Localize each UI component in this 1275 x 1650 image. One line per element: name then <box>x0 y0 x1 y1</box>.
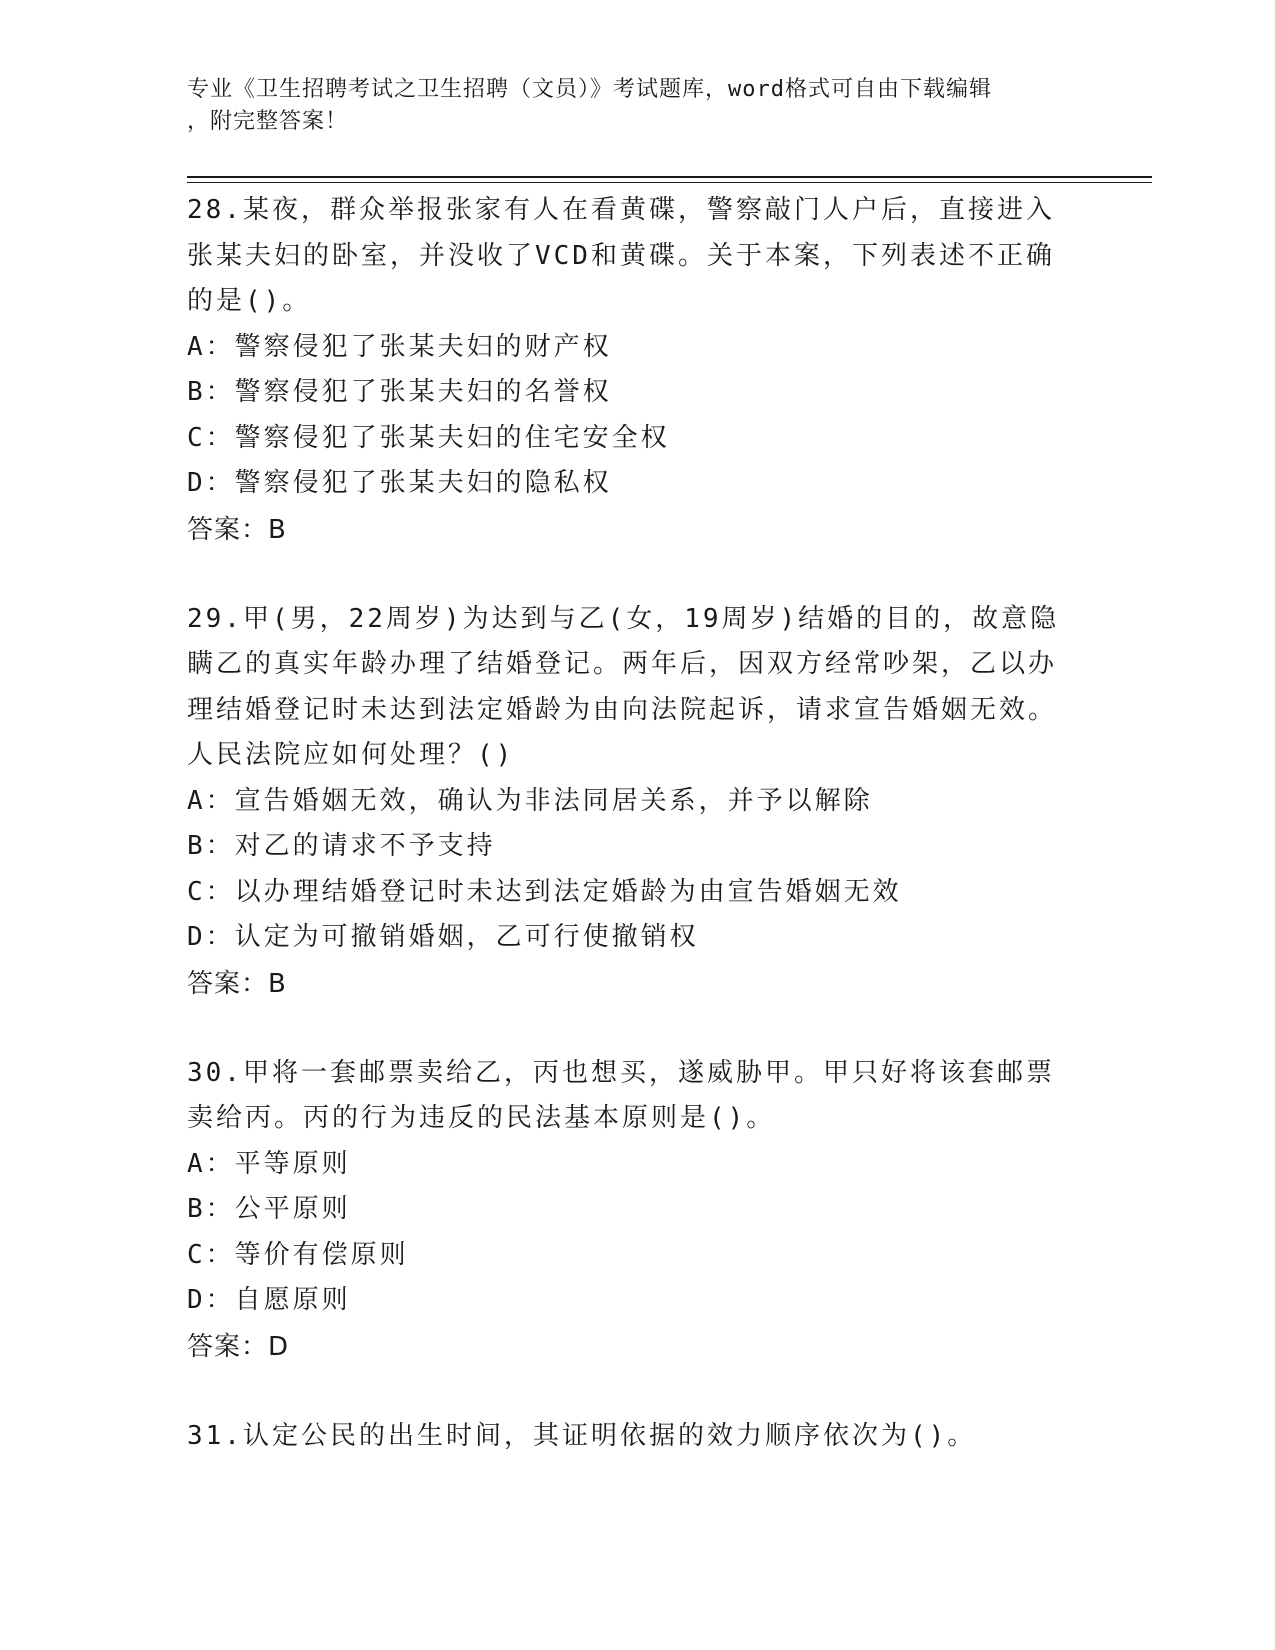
question-29 <box>187 597 1077 1007</box>
option-a: A：警察侵犯了张某夫妇的财产权 <box>187 331 612 362</box>
option-c: C：以办理结婚登记时未达到法定婚龄为由宣告婚姻无效 <box>187 876 902 907</box>
question-28 <box>187 188 1077 553</box>
answer-line: 答案：D <box>187 1331 290 1362</box>
option-d: D：认定为可撤销婚姻，乙可行使撤销权 <box>187 922 699 952</box>
answer-line: 答案：B <box>187 514 287 545</box>
option-a: A：宣告婚姻无效，确认为非法同居关系，并予以解除 <box>187 785 873 816</box>
option-b: B：警察侵犯了张某夫妇的名誉权 <box>187 377 612 407</box>
option-b: B：公平原则 <box>187 1194 351 1224</box>
question-stem: 29.甲(男，22周岁)为达到与乙(女，19周岁)结婚的目的，故意隐瞒乙的真实年龄办理了结婚登记。两年后，因双方经常吵架，乙以办理结婚登记时未达到法定婚龄为由向法院起诉，请求宣告婚姻无效。人民法院应如何处理？() <box>187 603 1060 770</box>
question-list <box>187 188 1077 1459</box>
answer-line: 答案：B <box>187 968 287 999</box>
question-spacer <box>187 553 1077 597</box>
header-rule-thin <box>187 182 1152 183</box>
option-b: B：对乙的请求不予支持 <box>187 831 496 861</box>
question-stem: 31.认定公民的出生时间，其证明依据的效力顺序依次为()。 <box>187 1420 977 1451</box>
option-d: D：警察侵犯了张某夫妇的隐私权 <box>187 468 612 498</box>
header-rule-thick <box>187 176 1152 178</box>
question-30 <box>187 1051 1077 1370</box>
option-c: C：等价有偿原则 <box>187 1239 409 1270</box>
question-spacer <box>187 1007 1077 1051</box>
question-stem: 30.甲将一套邮票卖给乙，丙也想买，遂威胁甲。甲只好将该套邮票卖给丙。丙的行为违反的民法基本原则是()。 <box>187 1057 1055 1133</box>
option-c: C：警察侵犯了张某夫妇的住宅安全权 <box>187 422 670 453</box>
header-line-1: 专业《卫生招聘考试之卫生招聘（文员）》考试题库，word格式可自由下载编辑 <box>187 77 992 102</box>
document-header <box>187 74 1067 138</box>
question-stem: 28.某夜，群众举报张家有人在看黄碟，警察敲门人户后，直接进入张某夫妇的卧室，并没收了VCD和黄碟。关于本案，下列表述不正确的是()。 <box>187 195 1055 316</box>
option-d: D：自愿原则 <box>187 1285 351 1315</box>
header-line-2: ，附完整答案！ <box>187 109 349 134</box>
question-spacer <box>187 1370 1077 1414</box>
question-31 <box>187 1414 1077 1460</box>
option-a: A：平等原则 <box>187 1148 351 1179</box>
